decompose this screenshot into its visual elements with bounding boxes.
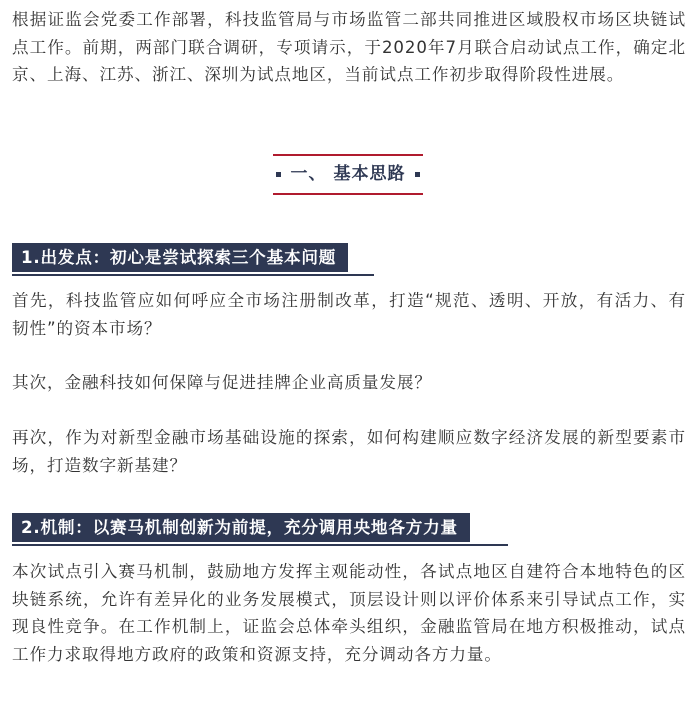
subheading-mechanism-label: 2.机制：以赛马机制创新为前提，充分调用央地各方力量 bbox=[12, 513, 470, 542]
subheading-mechanism bbox=[12, 513, 508, 548]
section-title-right-square bbox=[415, 172, 420, 177]
subheading-starting-point-underline bbox=[12, 274, 374, 276]
subheading-starting-point-label: 1.出发点：初心是尝试探索三个基本问题 bbox=[12, 243, 348, 272]
subheading-mechanism-underline bbox=[12, 544, 508, 546]
paragraph-question-third: 再次，作为对新型金融市场基础设施的探索，如何构建顺应数字经济发展的新型要素市场，打造数字新基建？ bbox=[12, 428, 686, 475]
subheading-starting-point bbox=[12, 243, 374, 278]
paragraph-question-first: 首先，科技监管应如何呼应全市场注册制改革，打造“规范、透明、开放，有活力、有韧性”的资本市场？ bbox=[12, 291, 686, 338]
section-title-text: 一、 基本思路 bbox=[290, 164, 406, 184]
paragraph-mechanism: 本次试点引入赛马机制，鼓励地方发挥主观能动性，各试点地区自建符合本地特色的区块链系统，允许有差异化的业务发展模式，顶层设计则以评价体系来引导试点工作，实现良性竞争。在工作机制上，证监会总体牵头组织，金融监管局在地方积极推动，试点工作力求取得地方政府的政策和资源支持，充分调动各方力量。 bbox=[12, 562, 686, 664]
section-title-bottom-rule bbox=[273, 193, 423, 195]
intro-paragraph: 根据证监会党委工作部署，科技监管局与市场监管二部共同推进区域股权市场区块链试点工作。前期，两部门联合调研，专项请示，于2020年7月联合启动试点工作，确定北京、上海、江苏、浙江、深圳为试点地区，当前试点工作初步取得阶段性进展。 bbox=[12, 10, 686, 84]
paragraph-question-second: 其次，金融科技如何保障与促进挂牌企业高质量发展？ bbox=[12, 373, 432, 392]
section-title-top-rule bbox=[273, 154, 423, 156]
section-title bbox=[273, 154, 423, 195]
